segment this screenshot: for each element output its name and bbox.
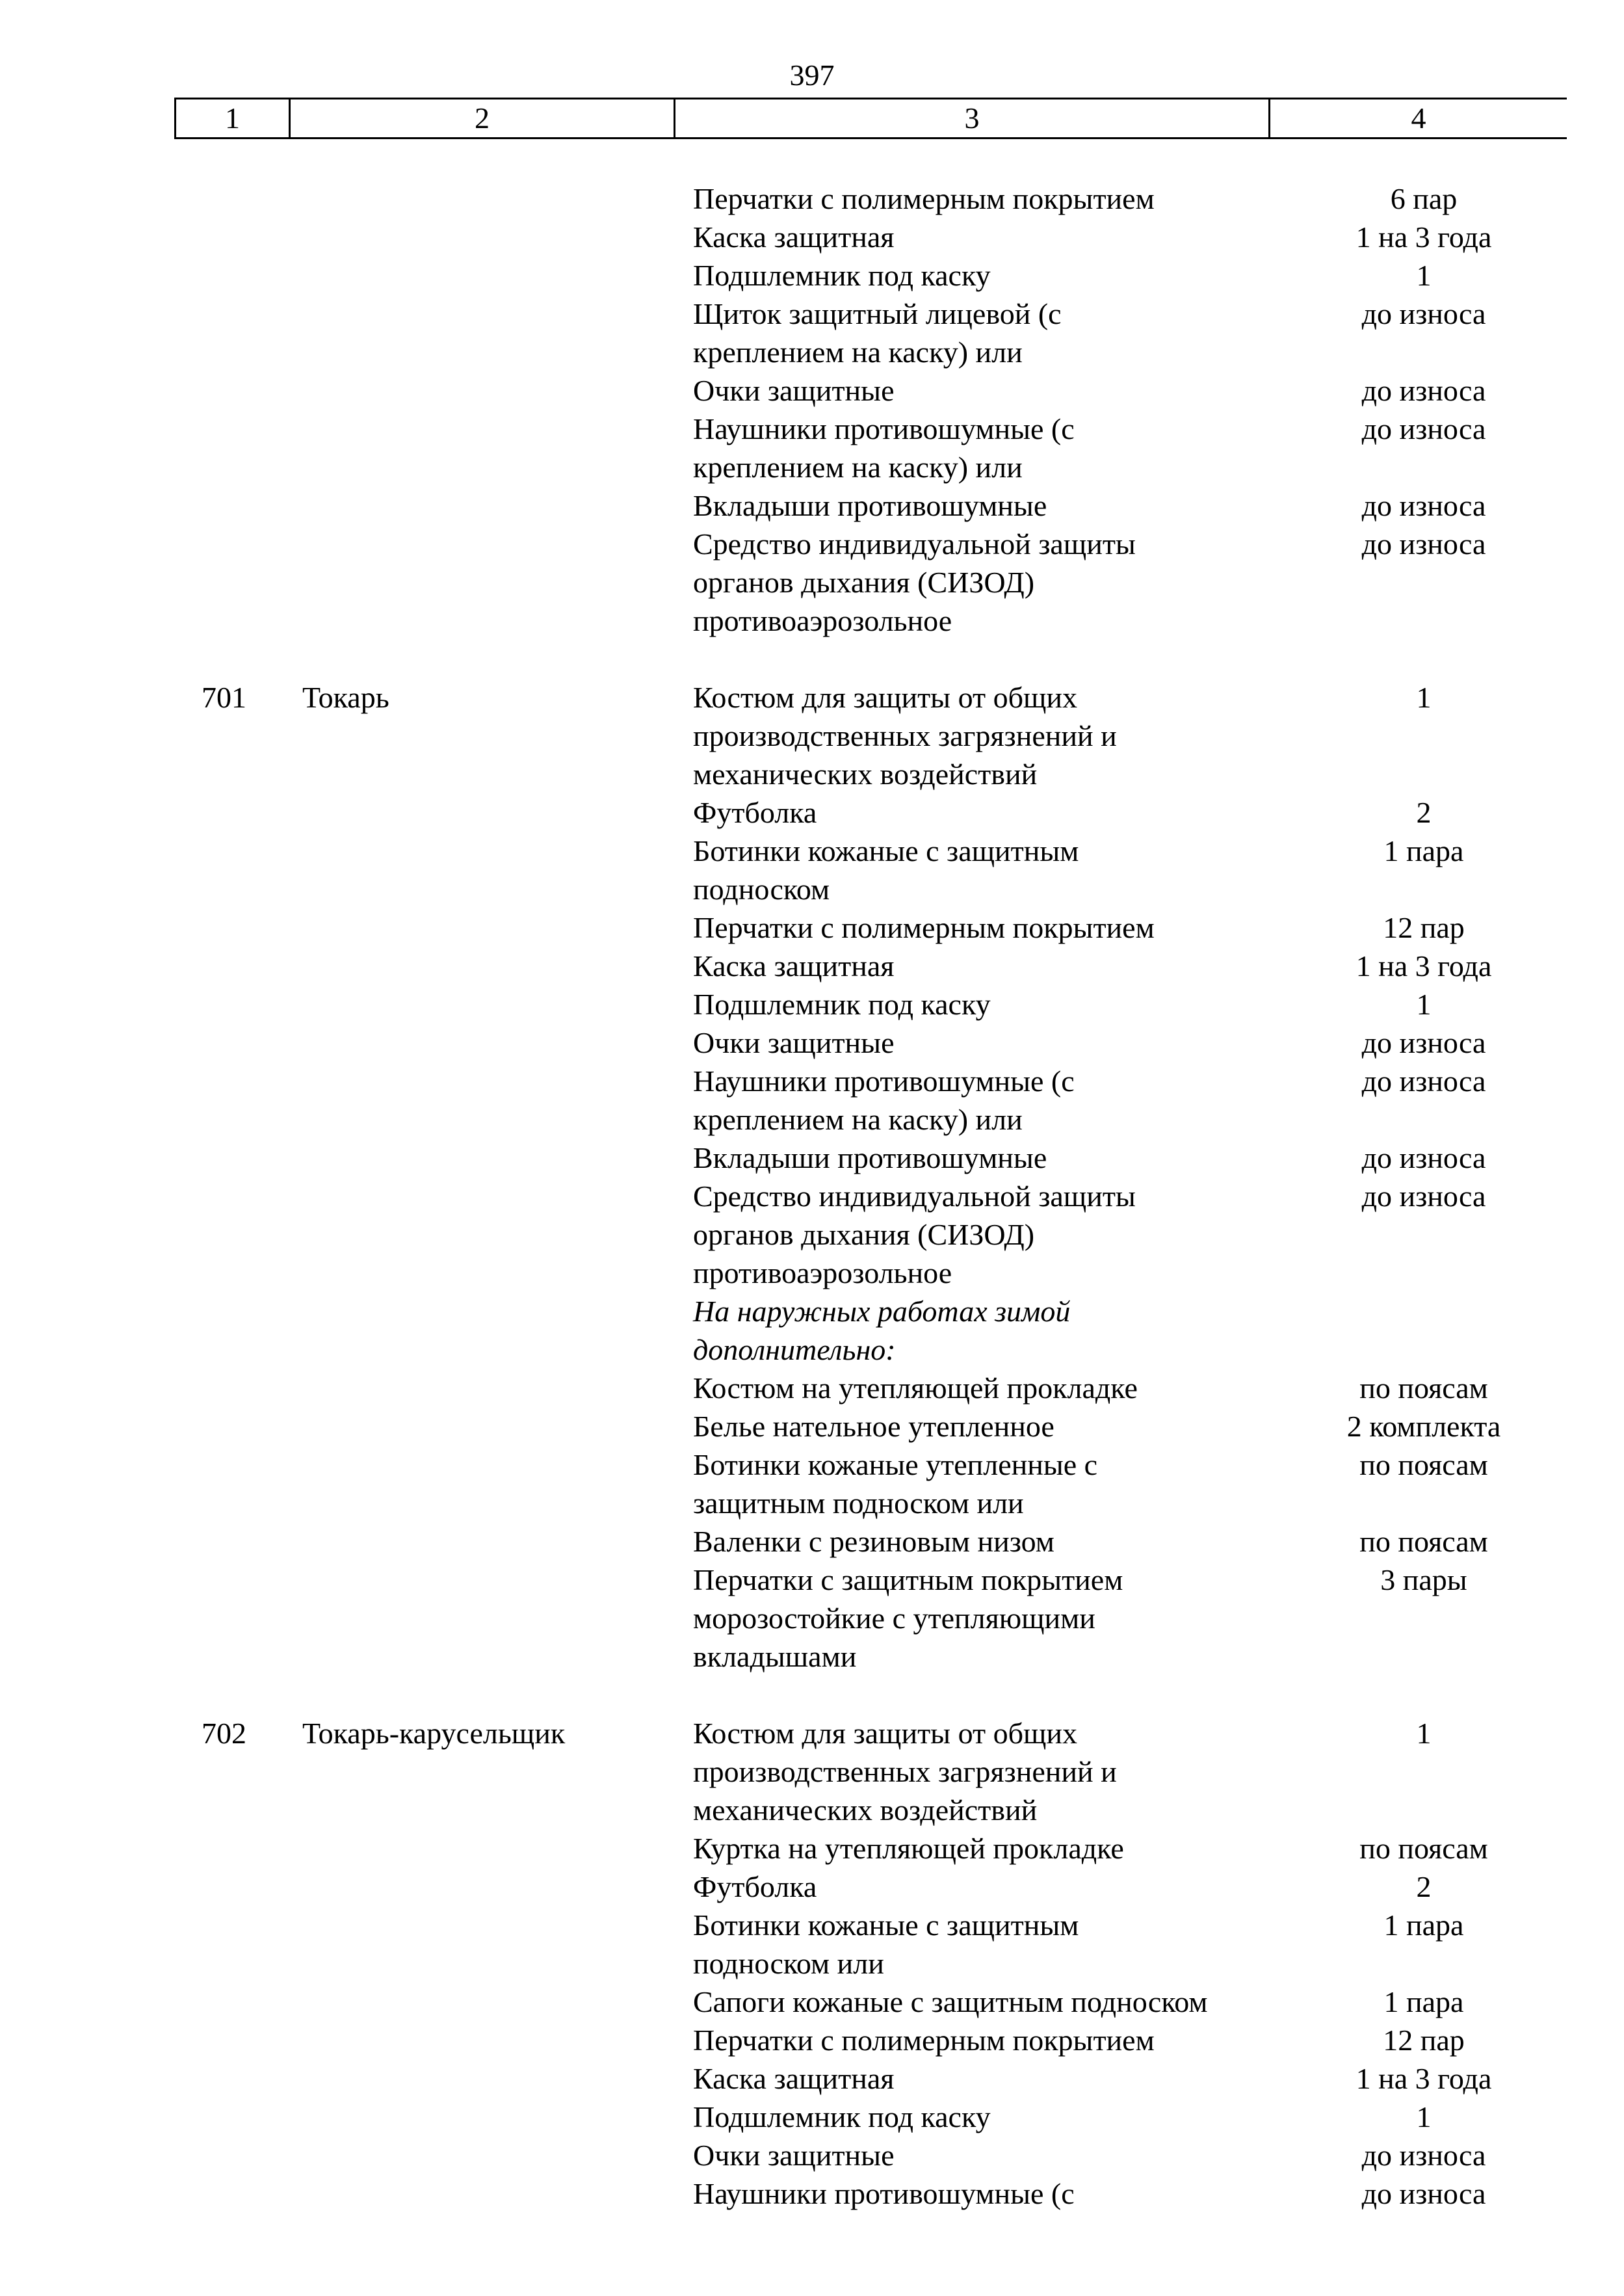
table-row [0, 563, 1624, 601]
ppe-quantity: 2 комплекта [1346, 1410, 1501, 1443]
ppe-item: механических воздействий [693, 1793, 1038, 1827]
row-number: 702 [202, 1717, 246, 1750]
ppe-quantity: 1 пара [1383, 1985, 1464, 2018]
ppe-item: Вкладыши противошумные [693, 489, 1047, 522]
ppe-item: органов дыхания (СИЗОД) [693, 566, 1035, 599]
table-row [0, 1330, 1624, 1369]
ppe-quantity: 12 пар [1383, 911, 1465, 944]
table-row [0, 2174, 1624, 2213]
column-header-3: 3 [675, 99, 1270, 137]
ppe-quantity: 1 пара [1383, 1908, 1464, 1942]
table-row [0, 179, 1624, 218]
ppe-quantity: 1 [1416, 988, 1432, 1021]
table-row [0, 371, 1624, 410]
ppe-item: Каска защитная [693, 2062, 895, 2095]
ppe-quantity: 1 [1416, 1717, 1432, 1750]
table-row [0, 755, 1624, 793]
ppe-item: Белье нательное утепленное [693, 1410, 1054, 1443]
ppe-quantity: 6 пар [1390, 182, 1458, 215]
table-row [0, 256, 1624, 295]
ppe-quantity: по поясам [1359, 1371, 1488, 1405]
ppe-item: Футболка [693, 796, 817, 829]
ppe-item: Ботинки кожаные с защитным [693, 834, 1079, 867]
ppe-quantity: до износа [1361, 527, 1486, 561]
ppe-item: механических воздействий [693, 758, 1038, 791]
row-gap [0, 640, 1624, 678]
profession-name: Токарь-карусельщик [302, 1717, 566, 1750]
table-row [0, 410, 1624, 448]
column-header-row [174, 98, 1567, 139]
ppe-quantity: 1 [1416, 681, 1432, 714]
table-row [0, 1407, 1624, 1445]
ppe-item: подноском или [693, 1947, 884, 1980]
ppe-item: органов дыхания (СИЗОД) [693, 1218, 1035, 1251]
ppe-quantity: до износа [1361, 489, 1486, 522]
table-row [0, 1561, 1624, 1599]
table-row [0, 295, 1624, 333]
ppe-quantity: 3 пары [1380, 1563, 1467, 1596]
table-row [0, 2059, 1624, 2098]
ppe-quantity: 1 на 3 года [1356, 2062, 1492, 2095]
ppe-item: Наушники противошумные (с [693, 412, 1075, 445]
ppe-item: Ботинки кожаные с защитным [693, 1908, 1079, 1942]
row-number: 701 [202, 681, 246, 714]
table-row [0, 1139, 1624, 1177]
table-row [0, 1944, 1624, 1983]
ppe-item: креплением на каску) или [693, 1103, 1023, 1136]
table-row [0, 1215, 1624, 1254]
ppe-quantity: по поясам [1359, 1832, 1488, 1865]
ppe-quantity: 12 пар [1383, 2024, 1465, 2057]
section-note: дополнительно: [693, 1333, 896, 1366]
ppe-item: Ботинки кожаные утепленные с [693, 1448, 1098, 1481]
table-row [0, 1867, 1624, 1906]
table-row [0, 1599, 1624, 1637]
ppe-item: противоаэрозольное [693, 1256, 952, 1289]
table-row [0, 1906, 1624, 1944]
ppe-item: Подшлемник под каску [693, 259, 991, 292]
table-row [0, 2021, 1624, 2059]
ppe-item: Перчатки с полимерным покрытием [693, 2024, 1155, 2057]
table-row [0, 678, 1624, 717]
ppe-quantity: по поясам [1359, 1525, 1488, 1558]
ppe-item: подноском [693, 873, 830, 906]
ppe-quantity: по поясам [1359, 1448, 1488, 1481]
table-row [0, 947, 1624, 985]
row-gap [0, 1676, 1624, 1714]
table-row [0, 1369, 1624, 1407]
table-row [0, 832, 1624, 870]
table-row [0, 1062, 1624, 1100]
ppe-item: Перчатки с защитным покрытием [693, 1563, 1123, 1596]
ppe-item: Средство индивидуальной защиты [693, 527, 1136, 561]
ppe-item: Куртка на утепляющей прокладке [693, 1832, 1124, 1865]
table-row [0, 448, 1624, 486]
ppe-item: Наушники противошумные (с [693, 2177, 1075, 2210]
ppe-item: производственных загрязнений и [693, 1755, 1117, 1788]
ppe-item: морозостойкие с утепляющими [693, 1602, 1095, 1635]
table-row [0, 1522, 1624, 1561]
table-row [0, 1177, 1624, 1215]
ppe-quantity: 1 [1416, 2100, 1432, 2133]
ppe-item: Очки защитные [693, 2139, 895, 2172]
ppe-quantity: 1 [1416, 259, 1432, 292]
ppe-quantity: до износа [1361, 2139, 1486, 2172]
ppe-quantity: до износа [1361, 374, 1486, 407]
column-header-2: 2 [291, 99, 675, 137]
ppe-item: Вкладыши противошумные [693, 1141, 1047, 1174]
table-row [0, 2098, 1624, 2136]
ppe-item: Очки защитные [693, 374, 895, 407]
ppe-item: Перчатки с полимерным покрытием [693, 911, 1155, 944]
column-header-4: 4 [1411, 101, 1426, 135]
table-row [0, 601, 1624, 640]
ppe-quantity: до износа [1361, 297, 1486, 330]
table-row [0, 908, 1624, 947]
section-note: На наружных работах зимой [693, 1295, 1071, 1328]
table-row [0, 870, 1624, 908]
table-body [0, 179, 1624, 2213]
column-header-1: 1 [176, 99, 291, 137]
ppe-quantity: 2 [1416, 796, 1432, 829]
ppe-item: Костюм на утепляющей прокладке [693, 1371, 1138, 1405]
table-row [0, 525, 1624, 563]
table-row [0, 1983, 1624, 2021]
table-row [0, 333, 1624, 371]
table-row [0, 1637, 1624, 1676]
table-row [0, 1100, 1624, 1139]
ppe-item: производственных загрязнений и [693, 719, 1117, 752]
ppe-item: креплением на каску) или [693, 336, 1023, 369]
table-row-group [0, 1714, 1624, 2213]
ppe-quantity: до износа [1361, 2177, 1486, 2210]
table-row [0, 717, 1624, 755]
page-number: 397 [789, 59, 835, 92]
ppe-item: Подшлемник под каску [693, 2100, 991, 2133]
ppe-item: Каска защитная [693, 220, 895, 254]
table-row [0, 218, 1624, 256]
ppe-quantity: до износа [1361, 1064, 1486, 1098]
table-row-group [0, 678, 1624, 1676]
ppe-item: Средство индивидуальной защиты [693, 1180, 1136, 1213]
ppe-item: Сапоги кожаные с защитным подноском [693, 1985, 1208, 2018]
ppe-quantity: 1 на 3 года [1356, 949, 1492, 983]
ppe-item: противоаэрозольное [693, 604, 952, 637]
table-row [0, 1023, 1624, 1062]
table-row [0, 1292, 1624, 1330]
table-row [0, 1254, 1624, 1292]
table-row [0, 1714, 1624, 1752]
ppe-item: Костюм для защиты от общих [693, 1717, 1078, 1750]
ppe-item: Наушники противошумные (с [693, 1064, 1075, 1098]
ppe-quantity: 1 пара [1383, 834, 1464, 867]
table-row [0, 1445, 1624, 1484]
table-row [0, 1484, 1624, 1522]
ppe-quantity: 2 [1416, 1870, 1432, 1903]
ppe-item: креплением на каску) или [693, 451, 1023, 484]
ppe-item: Футболка [693, 1870, 817, 1903]
table-row [0, 1791, 1624, 1829]
table-row [0, 985, 1624, 1023]
ppe-item: защитным подноском или [693, 1486, 1024, 1520]
ppe-item: Щиток защитный лицевой (с [693, 297, 1062, 330]
ppe-quantity: до износа [1361, 1141, 1486, 1174]
table-row [0, 793, 1624, 832]
ppe-item: Костюм для защиты от общих [693, 681, 1078, 714]
ppe-quantity: до износа [1361, 412, 1486, 445]
ppe-item: Валенки с резиновым низом [693, 1525, 1054, 1558]
table-row [0, 1829, 1624, 1867]
table-row [0, 1752, 1624, 1791]
ppe-item: вкладышами [693, 1640, 857, 1673]
table-row-group [0, 179, 1624, 640]
ppe-item: Подшлемник под каску [693, 988, 991, 1021]
ppe-item: Очки защитные [693, 1026, 895, 1059]
ppe-quantity: 1 на 3 года [1356, 220, 1492, 254]
profession-name: Токарь [302, 681, 389, 714]
ppe-item: Каска защитная [693, 949, 895, 983]
ppe-quantity: до износа [1361, 1180, 1486, 1213]
ppe-item: Перчатки с полимерным покрытием [693, 182, 1155, 215]
ppe-quantity: до износа [1361, 1026, 1486, 1059]
table-row [0, 2136, 1624, 2174]
table-row [0, 486, 1624, 525]
